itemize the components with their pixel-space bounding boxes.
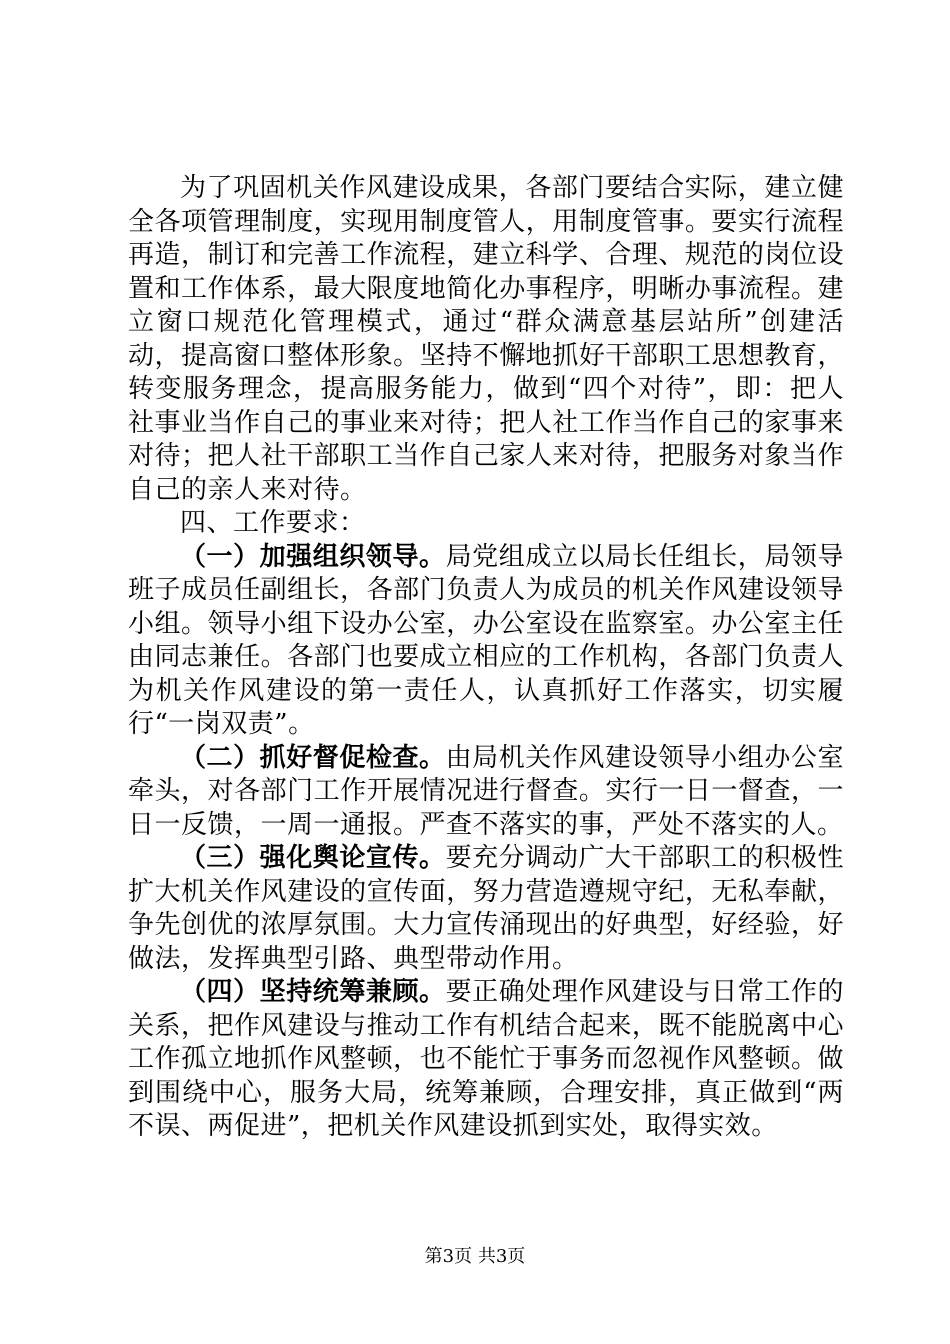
requirement-item-1 (128, 541, 844, 742)
requirement-item-1-text: 局党组成立以局长任组长，局领导班子成员任副组长，各部门负责人为成员的机关作风建设领导小组。领导小组下设办公室，办公室设在监察室。办公室主任由同志兼任。各部门也要成立相应的工作机构，各部门负责人为机关作风建设的第一责任人，认真抓好工作落实，切实履行“一岗双责”。 (128, 541, 844, 739)
requirement-item-2 (128, 742, 844, 843)
body-paragraph: 为了巩固机关作风建设成果，各部门要结合实际，建立健全各项管理制度，实现用制度管人，用制度管事。要实行流程再造，制订和完善工作流程，建立科学、合理、规范的岗位设置和工作体系，最大限度地简化办事程序，明晰办事流程。建立窗口规范化管理模式，通过“群众满意基层站所”创建活动，提高窗口整体形象。坚持不懈地抓好干部职工思想教育，转变服务理念，提高服务能力，做到“四个对待”，即：把人社事业当作自己的事业来对待；把人社工作当作自己的家事来对待；把人社干部职工当作自己家人来对待，把服务对象当作自己的亲人来对待。 (128, 173, 844, 505)
page-footer: 第3页 共3页 (424, 1246, 526, 1267)
requirement-item-3-text: 要充分调动广大干部职工的积极性扩大机关作风建设的宣传面，努力营造遵规守纪，无私奉献，争先创优的浓厚氛围。大力宣传涌现出的好典型，好经验，好做法，发挥典型引路、典型带动作用。 (128, 843, 844, 974)
section-heading: 四、工作要求： (180, 508, 366, 538)
requirement-item-3-title: （三）强化舆论宣传。 (180, 843, 446, 873)
requirement-item-4 (128, 976, 844, 1144)
requirement-item-4-title: （四）坚持统筹兼顾。 (180, 977, 446, 1007)
requirement-item-3 (128, 842, 844, 976)
requirement-item-2-text: 由局机关作风建设领导小组办公室牵头，对各部门工作开展情况进行督查。实行一日一督查，一日一反馈，一周一通报。严查不落实的事，严处不落实的人。 (128, 742, 844, 840)
requirement-item-2-title: （二）抓好督促检查。 (180, 742, 446, 773)
requirement-item-4-text: 要正确处理作风建设与日常工作的关系，把作风建设与推动工作有机结合起来，既不能脱离中心工作孤立地抓作风整顿，也不能忙于事务而忽视作风整顿。做到围绕中心，服务大局，统筹兼顾，合理安排，真正做到“两不误、两促进”，把机关作风建设抓到实处，取得实效。 (128, 977, 844, 1141)
requirement-item-1-title: （一）加强组织领导。 (180, 541, 446, 572)
document-body (128, 172, 844, 1144)
